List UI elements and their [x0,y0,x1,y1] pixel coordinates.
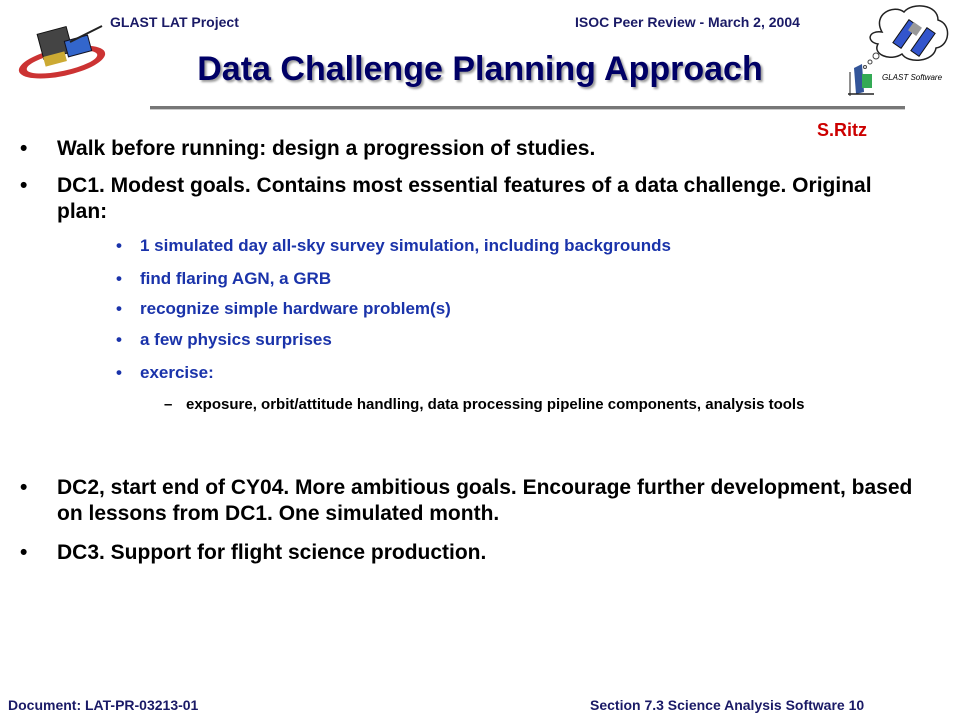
bullet-dot: • [20,137,28,160]
author-label: S.Ritz [817,120,868,140]
bullet-text: DC3. Support for flight science production. [57,541,487,564]
sub-sub-bullet-text: exposure, orbit/attitude handling, data processing pipeline components, analysis tools [186,396,805,413]
slide-title: Data Challenge Planning Approach [197,50,763,88]
bullet-dot: • [20,541,28,564]
header-project: GLAST LAT Project [110,14,239,30]
dash-marker: – [164,396,173,413]
bullet-text: DC2, start end of CY04. More ambitious goals. Encourage further development, based on lessons from DC1. One simulated month. [57,476,913,525]
sub-bullet-dot: • [116,363,122,382]
sub-bullet-1 [116,235,916,257]
sub-bullet-5 [116,362,916,384]
logo-caption: GLAST Software [882,73,943,82]
bullet-2 [20,173,920,225]
footer-section: Section 7.3 Science Analysis Software 10 [590,697,865,713]
bullet-4 [20,540,920,566]
sub-bullet-dot: • [116,269,122,288]
sub-bullet-dot: • [116,330,122,349]
sub-bullet-2 [116,268,916,290]
sub-sub-bullet-1 [164,394,934,415]
bullet-text: Walk before running: design a progression of studies. [57,137,596,160]
bullet-dot: • [20,174,28,197]
title-divider [150,106,905,110]
bullet-text: DC1. Modest goals. Contains most essential features of a data challenge. Original plan: [57,174,872,223]
sub-bullet-3 [116,298,916,320]
sub-bullet-text: 1 simulated day all-sky survey simulation, including backgrounds [140,236,671,255]
sub-bullet-text: a few physics surprises [140,330,332,349]
bullet-3 [20,475,920,527]
sub-bullet-text: recognize simple hardware problem(s) [140,299,451,318]
header-review: ISOC Peer Review - March 2, 2004 [575,14,800,30]
footer-document: Document: LAT-PR-03213-01 [8,697,199,713]
sub-bullet-4 [116,329,916,351]
sub-bullet-text: exercise: [140,363,214,382]
sub-bullet-dot: • [116,236,122,255]
sub-bullet-dot: • [116,299,122,318]
sub-bullet-text: find flaring AGN, a GRB [140,269,332,288]
bullet-1 [20,136,920,162]
bullet-dot: • [20,476,28,499]
